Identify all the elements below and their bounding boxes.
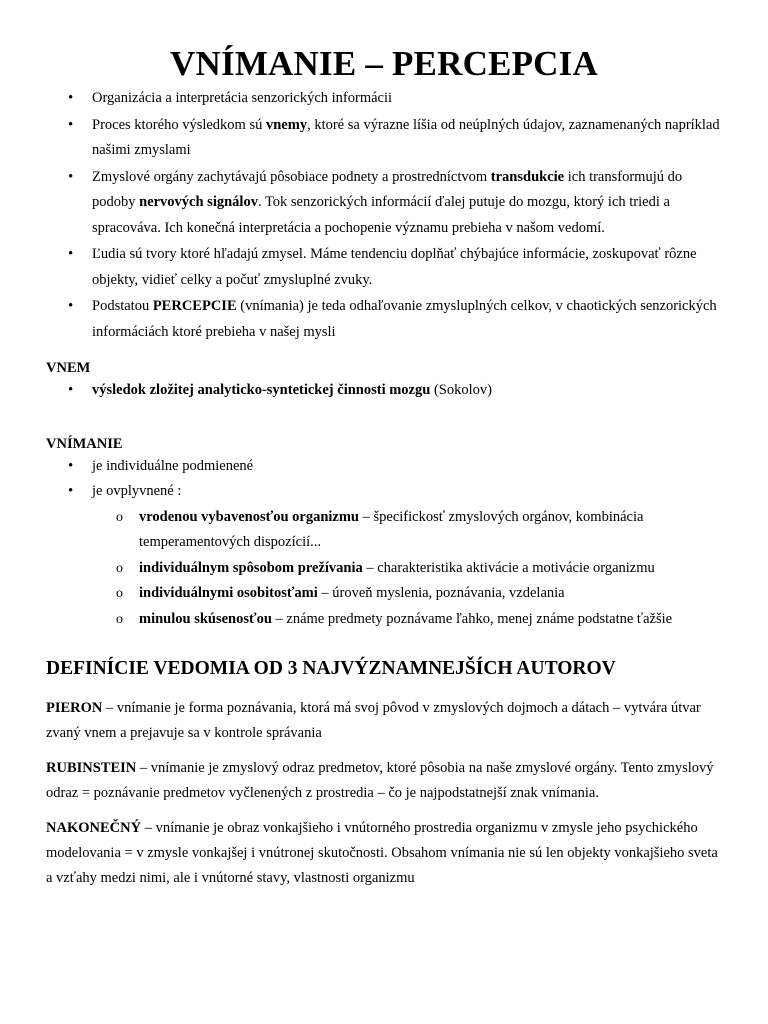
vnem-item-1-rest: (Sokolov)	[430, 382, 492, 398]
vnimanie-item-1-text: je individuálne podmienené	[92, 457, 254, 474]
intro-item-4	[46, 242, 722, 293]
definition-nakonecny	[46, 816, 722, 891]
intro-item-2	[46, 113, 722, 164]
intro-item-2-text: Proces ktorého výsledkom sú	[92, 116, 266, 133]
definition-pieron-author: PIERON	[46, 700, 103, 716]
sub-item-3-bold: individuálnymi osobitosťami	[139, 585, 318, 601]
vnimanie-item-2-text: je ovplyvnené :	[92, 483, 182, 499]
intro-item-3-mid: ich transformujú do podoby	[92, 168, 683, 210]
vnem-label: VNEM	[46, 360, 91, 376]
sub-item-3-rest: – úroveň myslenia, poznávania, vzdelania	[317, 585, 565, 601]
intro-item-3-bold-2: nervových signálov	[139, 194, 258, 210]
intro-item-4-text: Ľudia sú tvory ktoré hľadajú zmysel. Máme tendenciu doplňať chýbajúce informácie, zoskupovať rôzne objekty, vidieť celky a počuť zmysluplné zvuky.	[92, 246, 697, 288]
definition-pieron	[46, 696, 722, 746]
sub-item-2	[46, 556, 722, 582]
sub-item-2-rest: – charakteristika aktivácie a motivácie organizmu	[362, 559, 655, 576]
intro-item-3-bold-1: transdukcie	[490, 168, 565, 185]
intro-item-3	[46, 165, 722, 242]
sub-item-1	[46, 505, 722, 556]
intro-item-5-rest: (vnímania) je teda odhaľovanie zmysluplných celkov, v chaotických senzorických informáciách ktoré prebieha v našej mysli	[92, 298, 717, 340]
sub-item-1-rest: – špecifickosť zmyslových orgánov, kombinácia temperamentových dispozícií...	[139, 508, 644, 550]
vnem-list	[46, 378, 722, 404]
sub-item-1-bold: vrodenou vybavenosťou organizmu	[139, 508, 359, 525]
intro-item-1-text: Organizácia a interpretácia senzorických informácii	[92, 90, 393, 106]
vnem-item-1	[46, 378, 722, 404]
definitions-heading: DEFINÍCIE VEDOMIA OD 3 NAJVÝZNAMNEJŠÍCH AUTOROV	[46, 658, 616, 679]
intro-list	[46, 86, 722, 345]
sub-item-2-bold: individuálnym spôsobom prežívania	[139, 559, 363, 576]
sub-item-4-rest: – známe predmety poznávame ľahko, menej známe podstatne ťažšie	[271, 610, 673, 627]
definition-pieron-text: – vnímanie je forma poznávania, ktorá má svoj pôvod v zmyslových dojmoch a dátach – vytvára útvar zvaný vnem a prejavuje sa v kontrole správania	[46, 700, 701, 741]
definition-rubinstein	[46, 756, 722, 806]
vnimanie-sublist	[46, 505, 722, 633]
sub-item-4	[46, 607, 722, 633]
sub-item-3	[46, 581, 722, 607]
vnimanie-item-2	[46, 479, 722, 505]
vnem-item-1-bold: výsledok zložitej analyticko-syntetickej činnosti mozgu	[92, 382, 431, 398]
intro-item-5-text: Podstatou	[92, 298, 153, 314]
definition-rubinstein-text: – vnímanie je zmyslový odraz predmetov, ktoré pôsobia na naše zmyslové orgány. Tento zmyslový odraz = poznávanie predmetov vyčlenených z prostredia – čo je najpodstatnejší znak vnímania.	[46, 760, 714, 801]
sub-item-4-bold: minulou skúsenosťou	[139, 610, 272, 627]
definition-nakonecny-author: NAKONEČNÝ	[46, 820, 142, 836]
intro-item-5-bold: PERCEPCIE	[152, 298, 237, 314]
intro-item-1	[46, 86, 722, 112]
intro-item-2-bold: vnemy	[265, 116, 308, 133]
intro-item-3-rest: . Tok senzorických informácií ďalej putuje do mozgu, ktorý ich triedi a spracováva. Ich konečná interpretácia a pochopenie významu prebieha v našom vedomí.	[92, 194, 670, 236]
vnimanie-label: VNÍMANIE	[46, 435, 123, 452]
vnimanie-item-1	[46, 454, 722, 480]
vnimanie-list	[46, 454, 722, 505]
definition-nakonecny-text: – vnímanie je obraz vonkajšieho i vnútorného prostredia organizmu v zmysle jeho psychického modelovania = v zmysle vonkajšej i vnútronej skutočnosti. Obsahom vnímania nie sú len objekty vonkajšieho sveta a vzťahy medzi nimi, ale i vnútorné stavy, vlastnosti organizmu	[46, 820, 718, 886]
page-title: VNÍMANIE – PERCEPCIA	[170, 44, 598, 83]
intro-item-3-text: Zmyslové orgány zachytávajú pôsobiace podnety a prostredníctvom	[92, 168, 491, 185]
intro-item-5	[46, 294, 722, 345]
definition-rubinstein-author: RUBINSTEIN	[46, 760, 137, 776]
intro-item-2-rest: , ktoré sa výrazne líšia od neúplných údajov, zaznamenaných napríklad našimi zmyslami	[92, 116, 720, 158]
